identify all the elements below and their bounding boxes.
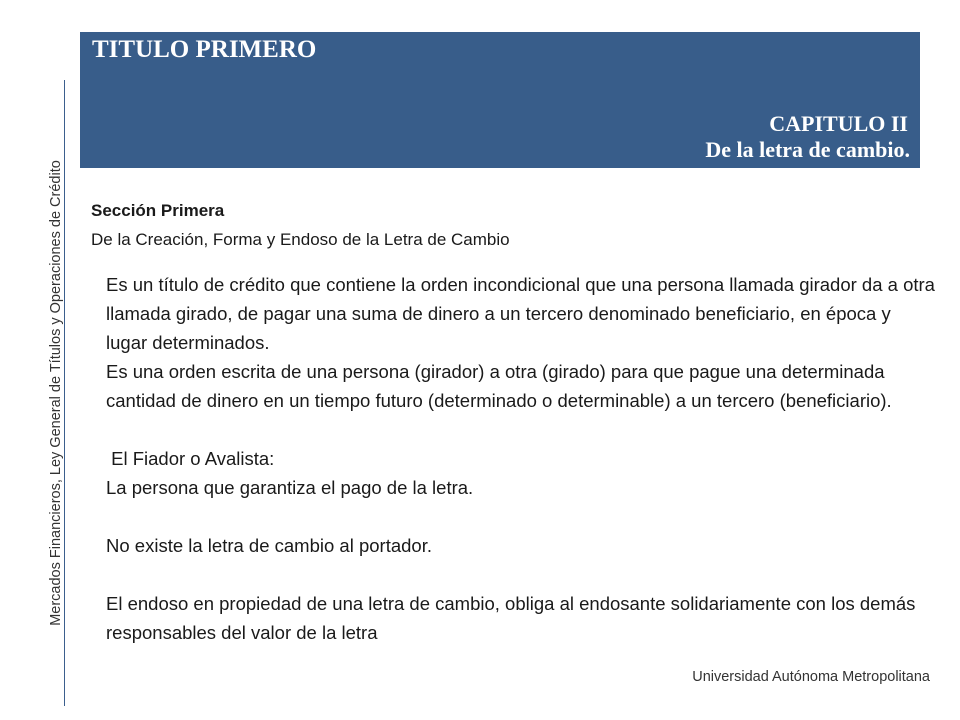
chapter-heading: CAPITULO II bbox=[769, 111, 908, 136]
paragraph-bearer: No existe la letra de cambio al portador. bbox=[106, 535, 432, 556]
spacer bbox=[106, 415, 936, 444]
spacer bbox=[106, 560, 936, 589]
footer-university: Universidad Autónoma Metropolitana bbox=[692, 669, 930, 685]
paragraph-order: Es una orden escrita de una persona (girador) a otra (girado) para que pague una determinada cantidad de dinero en un tiempo futuro (determinado o determinable) a un tercero (beneficiario). bbox=[106, 361, 892, 411]
chapter-subtitle: De la letra de cambio. bbox=[705, 137, 910, 162]
paragraph-guarantor-heading: El Fiador o Avalista: bbox=[106, 448, 275, 469]
title-heading: TITULO PRIMERO bbox=[92, 36, 317, 63]
spacer bbox=[106, 502, 936, 531]
section-subtitle: De la Creación, Forma y Endoso de la Letra de Cambio bbox=[91, 230, 510, 249]
side-caption: Mercados Financieros, Ley General de Títulos y Operaciones de Crédito bbox=[48, 160, 64, 626]
title-banner bbox=[80, 32, 920, 168]
vertical-divider bbox=[64, 80, 65, 706]
paragraph-guarantor: La persona que garantiza el pago de la letra. bbox=[106, 477, 474, 498]
section-title: Sección Primera bbox=[91, 201, 225, 220]
paragraph-definition: Es un título de crédito que contiene la orden incondicional que una persona llamada girador da a otra llamada girado, de pagar una suma de dinero a un tercero denominado beneficiario, en época y lugar determinados. bbox=[106, 274, 935, 353]
body-content bbox=[106, 270, 936, 647]
paragraph-endorsement: El endoso en propiedad de una letra de cambio, obliga al endosante solidariamente con los demás responsables del valor de la letra bbox=[106, 593, 916, 643]
